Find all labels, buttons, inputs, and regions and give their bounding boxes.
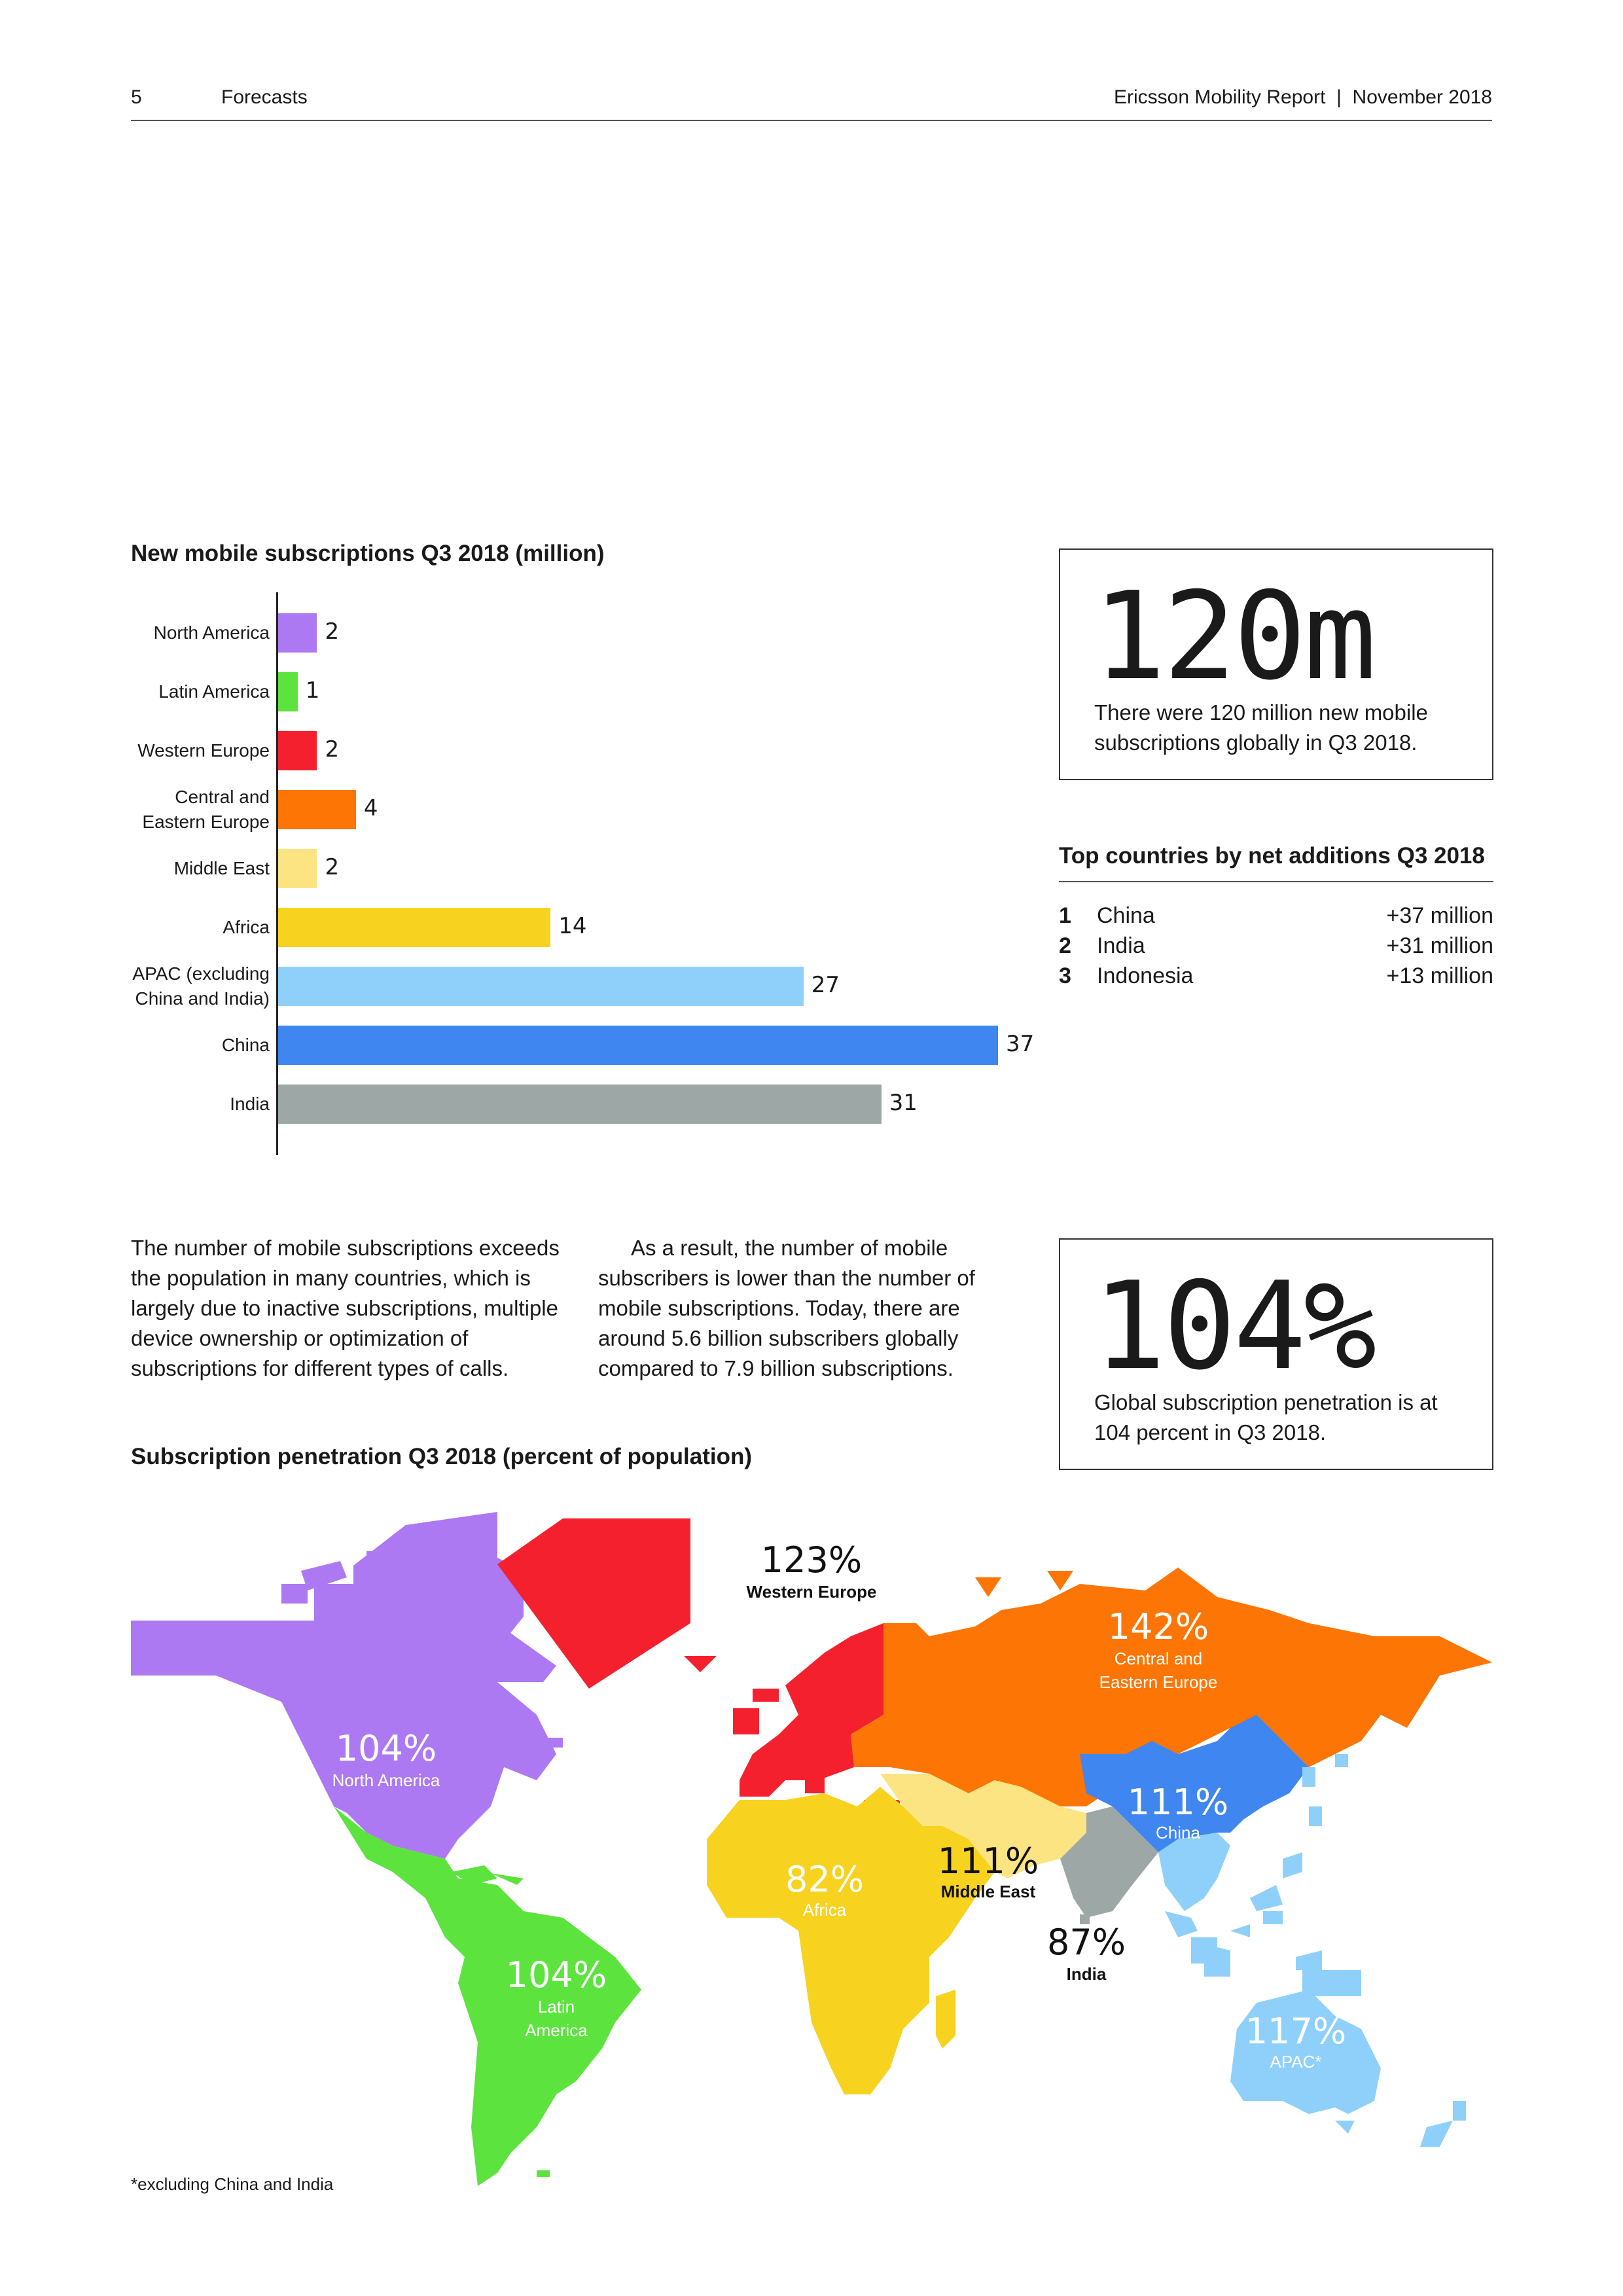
pct-apac: 117% xyxy=(1245,2011,1347,2052)
data-label: 2 xyxy=(325,854,340,880)
data-label: 31 xyxy=(889,1090,918,1116)
data-label: 1 xyxy=(305,677,320,704)
data-label: 2 xyxy=(325,736,340,762)
stat-text: There were 120 million new mobile subscriptions globally in Q3 2018. xyxy=(1094,700,1428,755)
chart-title: New mobile subscriptions Q3 2018 (million) xyxy=(131,541,605,566)
category-label: Middle East xyxy=(173,858,270,878)
rank: 2 xyxy=(1059,933,1071,958)
net-additions: +13 million xyxy=(1386,963,1493,988)
map-region-africa xyxy=(707,1787,995,2094)
pct-central-eastern-europe: 142% xyxy=(1107,1606,1209,1647)
label-africa: Africa xyxy=(802,1900,847,1920)
pct-china: 111% xyxy=(1127,1782,1229,1823)
category-label: Central and Eastern Europe xyxy=(142,787,270,832)
top-countries-title: Top countries by net additions Q3 2018 xyxy=(1059,843,1485,869)
net-additions: +37 million xyxy=(1386,903,1493,928)
rank: 3 xyxy=(1059,963,1071,988)
label-north-america: North America xyxy=(332,1770,440,1790)
data-label: 27 xyxy=(811,972,840,998)
section-name: Forecasts xyxy=(221,86,308,108)
pct-latin-america: 104% xyxy=(505,1954,607,1996)
map-region-north-america xyxy=(131,1512,556,1859)
label-middle-east: Middle East xyxy=(940,1882,1036,1901)
data-label: 37 xyxy=(1006,1031,1035,1057)
stat-text: Global subscription penetration is at 104 percent in Q3 2018. xyxy=(1094,1390,1438,1444)
data-label: 2 xyxy=(325,619,340,645)
data-label: 14 xyxy=(558,913,587,939)
body-paragraph-2: As a result, the number of mobile subscribers is lower than the number of mobile subscriptions. Today, there are around 5.6 billion subscribers globally compared to 7.9 billion subscriptions. xyxy=(598,1236,975,1380)
label-western-europe: Western Europe xyxy=(746,1582,877,1602)
country: Indonesia xyxy=(1097,963,1194,988)
publication-title: Ericsson Mobility Report | November 2018 xyxy=(1113,86,1492,108)
pct-western-europe: 123% xyxy=(760,1539,863,1581)
net-additions: +31 million xyxy=(1386,933,1493,958)
label-china: China xyxy=(1156,1823,1200,1842)
category-label: Africa xyxy=(223,917,270,937)
page-number: 5 xyxy=(131,86,142,108)
data-label: 4 xyxy=(363,795,378,821)
category-label: Western Europe xyxy=(137,740,270,761)
label-india: India xyxy=(1066,1964,1107,1984)
country: India xyxy=(1097,933,1145,958)
stat-figure: 104% xyxy=(1093,1255,1374,1397)
label-apac: APAC* xyxy=(1270,2052,1322,2072)
label-latin-america: Latin America xyxy=(525,1997,588,2040)
pct-africa: 82% xyxy=(785,1859,865,1900)
label-central-eastern-europe: Central and Eastern Europe xyxy=(1099,1649,1218,1692)
stat-figure: 120m xyxy=(1093,565,1374,707)
category-label: India xyxy=(230,1094,270,1114)
footnote: *excluding China and India xyxy=(131,2174,334,2194)
pct-north-america: 104% xyxy=(335,1728,437,1769)
body-paragraph-1: The number of mobile subscriptions exceeds the population in many countries, which is largely due to inactive subscriptions, multiple device ownership or optimization of subscriptions for different types of calls. xyxy=(131,1236,560,1380)
pct-middle-east: 111% xyxy=(937,1840,1039,1882)
map-title: Subscription penetration Q3 2018 (percent of population) xyxy=(131,1444,752,1469)
country: China xyxy=(1097,903,1155,928)
category-label: Latin America xyxy=(158,681,270,702)
rank: 1 xyxy=(1059,903,1071,928)
pct-india: 87% xyxy=(1046,1922,1126,1963)
category-label: China xyxy=(221,1035,270,1055)
category-label: North America xyxy=(153,622,270,643)
category-label: APAC (excluding China and India) xyxy=(132,963,270,1009)
